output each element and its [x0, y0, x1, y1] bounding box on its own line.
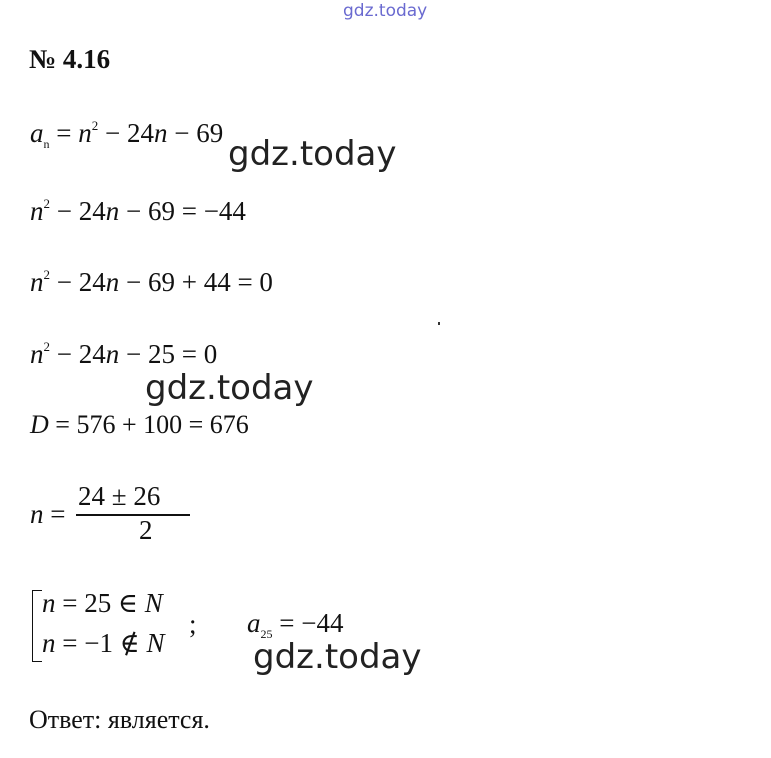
eq4-pre: n [30, 339, 44, 369]
a-symbol: a [30, 118, 44, 148]
equation-moved [30, 268, 273, 296]
fraction-numerator: 24 ± 26 [78, 481, 161, 511]
root-case-1: n = 25 ∈ N [42, 588, 163, 618]
watermark-1: gdz.today [228, 134, 397, 174]
cases-bracket [32, 590, 42, 662]
a25-value [247, 610, 343, 640]
discriminant: D = 576 + 100 = 676 [30, 410, 249, 439]
sequence-definition [30, 119, 223, 150]
eq4-post: − 24n − 25 = 0 [50, 339, 218, 369]
watermark-2: gdz.today [145, 368, 314, 408]
def-rhs-pre: = n [49, 118, 92, 148]
watermark-3: gdz.today [253, 637, 422, 677]
subscript-n: n [43, 137, 50, 151]
def-rhs-post: − 24n − 69 [98, 118, 224, 148]
fraction-bar [76, 514, 190, 516]
exponent: 2 [91, 118, 99, 133]
fraction-denominator: 2 [139, 515, 153, 545]
fraction-lhs: n = [30, 499, 66, 529]
exponent: 2 [43, 339, 50, 354]
eq3-post: − 24n − 69 + 44 = 0 [50, 267, 273, 297]
equation-set [30, 197, 246, 225]
exponent: 2 [43, 196, 50, 211]
a25-rest: = −44 [272, 608, 344, 638]
stray-dot [438, 322, 440, 325]
root-case-2: n = −1 ∉ N [42, 628, 165, 658]
watermark-top: gdz.today [343, 1, 428, 21]
a25-sub: 25 [260, 627, 273, 641]
answer: Ответ: является. [29, 705, 210, 734]
a25-base: a [247, 608, 261, 638]
eq2-post: − 24n − 69 = −44 [50, 196, 246, 226]
eq2-pre: n [30, 196, 44, 226]
eq3-pre: n [30, 267, 44, 297]
exponent: 2 [43, 267, 50, 282]
quadratic-equation [30, 340, 217, 368]
problem-number: № 4.16 [29, 44, 111, 74]
separator: ; [189, 609, 197, 639]
